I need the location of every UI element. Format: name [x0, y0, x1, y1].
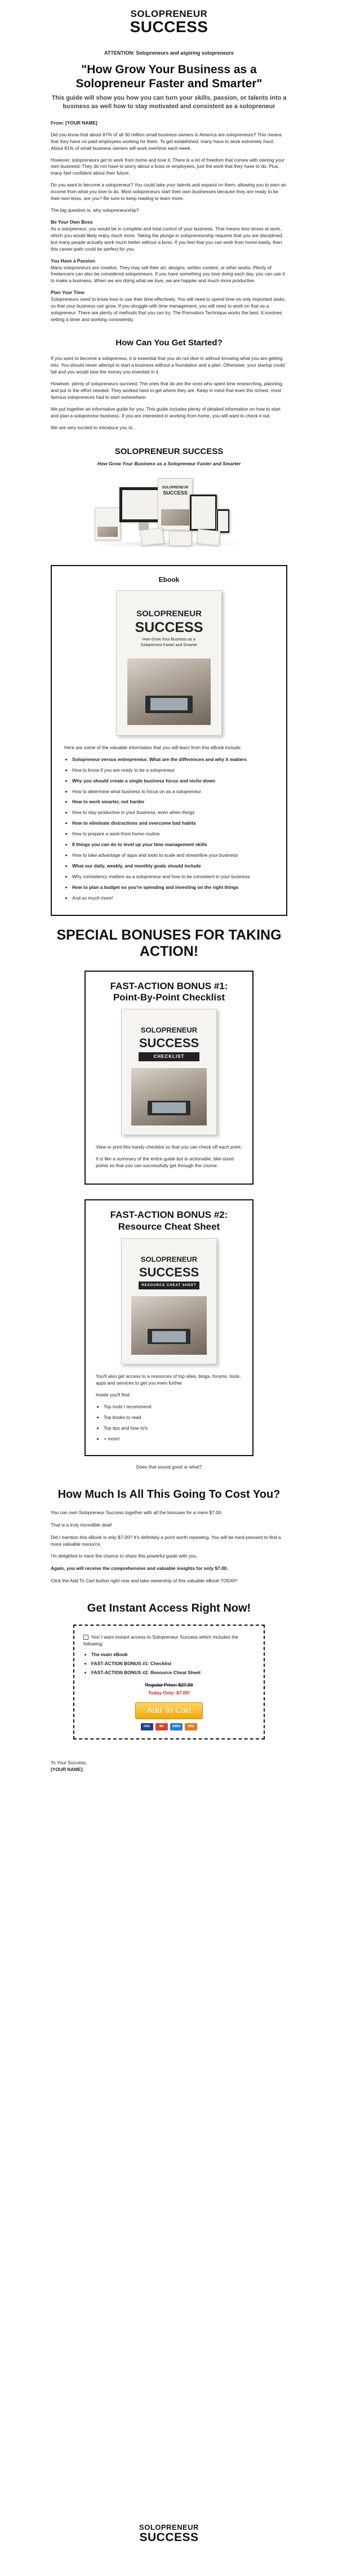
pricing-text: Did I mention this eBook is only $7.00? It's definitely a point worth repeating. You will be hard-pressed to find a more valuable resource.	[51, 1534, 281, 1547]
product-tagline: How Grow Your Business as a Solopreneur Faster and Smarter	[97, 460, 241, 466]
order-yes-text: Yes! I want instant access to Solopreneur Success which includes the following:	[83, 1634, 238, 1647]
special-bonuses-heading: SPECIAL BONUSES FOR TAKING ACTION!	[56, 927, 282, 960]
pricing-text: That is a truly incredible deal!	[51, 1521, 112, 1528]
point-text: Many solopreneurs are creative. They may sell their art, designs, written content, or other works. Plenty of freelancers can also be considered solopreneurs. If you have something you love doing each day, you can use it to make a business. When we are doing what we love, we are happier and much more productive.	[51, 264, 285, 284]
bonus-2-box	[84, 1199, 254, 1456]
ebook-box	[51, 565, 287, 916]
product-name: SOLOPRENEUR SUCCESS	[114, 447, 224, 457]
logo-line1: SOLOPRENEUR	[130, 8, 208, 19]
signoff	[0, 1760, 338, 1773]
signoff-line: To Your Success,	[51, 1760, 87, 1766]
list-item: • How to work smarter, not harder	[72, 799, 274, 806]
logo-line2: SUCCESS	[139, 2530, 199, 2544]
today-price: Today Only: $7.00!	[148, 1690, 190, 1696]
point-block	[51, 219, 287, 253]
order-heading: Get Instant Access Right Now!	[87, 1602, 251, 1615]
subheadline: This guide will show you how you can turn your skills, passion, or talents into a business as well how to stay motivated and consistent as a solopreneur	[51, 95, 287, 110]
pricing-text: You can own Solopreneur Success together with all the bonuses for a mere $7.00.	[51, 1509, 223, 1515]
bonus-1-title: FAST-ACTION BONUS #1: Point-By-Point Checklist	[110, 980, 228, 1003]
list-item: • + more!	[104, 1436, 242, 1443]
pricing-text: I'm delighted to have the chance to share this powerful guide with you.	[51, 1553, 198, 1559]
point-text: As a solopreneur, you would be in complete and total control of your business. That means less stress at work, which you would likely enjoy much more. Taking the plunge in solopreneurship requires that you are disciplined, but many people actually work much better without a boss. If you feel that you can work from home easily, then this career path could be perfect for you.	[51, 225, 283, 252]
ebook-intro: Here are some of the valuable information that you will learn from this eBook include:	[64, 744, 242, 750]
product-intro	[51, 446, 287, 548]
list-item: • 8 things you can do to level up your time management skills	[72, 842, 274, 848]
point-text: Solopreneurs need to know how to use their time effectively. You will need to spend time on only important tasks, so that your business can grow. If you struggle with time management, you will need to work on that as a solopreneur. There are plenty of methods that you can try. The Pomodoro Technique works the best. It involves setting a timer and working consistently.	[51, 296, 286, 322]
point-block	[51, 258, 287, 285]
attention-line: ATTENTION: Solopreneurs and aspiring solopreneurs	[104, 50, 234, 56]
list-item: • How to eliminate distractions and overcome bad habits	[72, 820, 274, 827]
bundle-book-image: SOLOPRENEUR SUCCESS	[158, 478, 193, 530]
order-yes-line	[83, 1634, 255, 1647]
list-item: • And so much more!	[72, 895, 274, 902]
bundle-card-image	[140, 528, 164, 546]
logo-line1: SOLOPRENEUR	[139, 2523, 199, 2531]
pricing-text: Again, you will receive the comprehensive and valuable insights for only $7.00.	[51, 1565, 228, 1572]
bonus-2-list	[96, 1404, 242, 1443]
list-item: • How to plan a budget so you're spending and investing on the right things	[72, 884, 274, 891]
regular-price: Regular Price: $27.00	[145, 1681, 193, 1688]
started-paragraph: However, plenty of solopreneurs succeed. The ones that do are the ones who spent time researching, planning, and put in the effort needed. They worked hard to get where they are. Keep in mind that even the richest, most famous solopreneurs had to start somewhere.	[51, 380, 283, 400]
discover-card-icon: DISC	[185, 1723, 197, 1730]
pricing-section	[51, 1510, 287, 1585]
bonus-1-text: View or print this handy checklist so that you can check off each point.	[96, 1144, 242, 1150]
list-item: • How to take advantage of apps and tools to scale and streamline your business	[72, 852, 274, 859]
visa-card-icon: VISA	[141, 1723, 153, 1730]
pricing-text: Click the Add To Cart button right now and take ownership of this valuable eBook TODAY!	[51, 1578, 238, 1584]
order-box	[73, 1625, 265, 1740]
bundle-phone-image	[216, 509, 230, 533]
list-item: • What our daily, weekly, and monthly goals should include	[72, 863, 274, 870]
started-paragraph: If you want to become a solopreneur, it is essential that you do not dive in without knowing what you are getting into. You should never attempt to start a business without a foundation and a plan. Otherwise, your startup could fail and you would lose the money you invested in it.	[51, 355, 285, 375]
list-item: • Solopreneur versus entrepreneur. What are the differences and why it matters	[72, 757, 274, 763]
get-started-heading: How Can You Get Started?	[115, 337, 223, 348]
add-to-cart-button[interactable]: Add To Cart	[135, 1702, 203, 1719]
bonus-outro: Does that sound good or what?	[136, 1464, 202, 1470]
list-item: • How to prepare a work-from-home routine	[72, 831, 274, 838]
point-block	[51, 290, 287, 323]
intro-paragraph: The big question is, why solopreneurship?	[51, 207, 139, 213]
list-item: • Top tips and how to's	[104, 1425, 242, 1432]
footer-logo	[0, 2524, 338, 2543]
order-includes-list	[83, 1652, 255, 1676]
list-item: • Top tools I recommend	[104, 1404, 242, 1411]
list-item: • FAST-ACTION BONUS #1: Checklist	[91, 1661, 255, 1667]
bundle-card-image	[197, 529, 220, 546]
bonus-1-box	[84, 971, 254, 1185]
cheat-sheet-cover-image: SOLOPRENEUR SUCCESS RESOURCE CHEAT SHEET	[121, 1238, 217, 1364]
ebook-cover-image: SOLOPRENEUR SUCCESS How Grow Your Business as a Solopreneur Faster and Smarter	[116, 590, 222, 736]
started-paragraph: We put together an informative guide for you. This guide includes plenty of detailed information on how to start and plan a solopreneur business. If you are interested in working from home, you will want to check it out.	[51, 406, 281, 419]
bundle-box-image	[95, 508, 121, 540]
bonus-2-title: FAST-ACTION BONUS #2: Resource Cheat Sheet	[110, 1209, 228, 1232]
list-item: • FAST-ACTION BONUS #2: Resource Cheat Sheet	[91, 1670, 255, 1676]
ebook-box-title: Ebook	[158, 575, 180, 584]
headline: "How Grow Your Business as a Solopreneur Faster and Smarter"	[75, 63, 263, 90]
point-title: Be Your Own Boss	[51, 219, 93, 225]
point-title: You Have a Passion	[51, 257, 95, 264]
list-item: • Why you should create a single business focus and niche down	[72, 778, 274, 785]
intro-paragraph: However, solopreneurs get to work from home and love it. There is a lot of freedom that comes with owning your own business! They do not have to worry about a boss or employees, just the work that they have to do. Plus, many feel confident about their future.	[51, 157, 285, 176]
main-content	[0, 50, 338, 548]
amex-card-icon: AMEX	[170, 1723, 183, 1730]
signoff-name: [YOUR NAME]	[51, 1767, 83, 1773]
mastercard-icon: MC	[155, 1723, 168, 1730]
bundle-card-image	[169, 531, 192, 546]
bonus-2-intro: You'll also get access to a resources of top sites, blogs, forums, tools, apps and services to get you even further	[96, 1373, 241, 1386]
order-checkbox[interactable]	[83, 1635, 88, 1640]
intro-paragraph: Did you know that about 87% of all 30 million small business owners in America are solopreneurs? This means that they have no paid employees working for them. To get established, many have to work extremely hard. About 81% of small business owners will work overtime each week.	[51, 131, 282, 151]
list-item: • Top books to read	[104, 1414, 242, 1421]
ebook-benefit-list	[64, 757, 274, 902]
point-title: Plan Your Time	[51, 290, 85, 296]
list-item: • Why consistency matters as a solopreneur and how to be consistent in your business	[72, 874, 274, 880]
checklist-cover-image: SOLOPRENEUR SUCCESS CHECKLIST	[121, 1009, 217, 1135]
payment-cards	[83, 1723, 255, 1730]
started-paragraph: We are very excited to introduce you to...	[51, 424, 137, 430]
list-item: • How to stay productive in your business, even when things	[72, 809, 274, 816]
intro-paragraph: Do you want to become a solopreneur? You could take your talents and expand on them, allowing you to earn an income from what you love to do. Most solopreneurs start their own businesses because they are ready to be their own boss, are you? Be sure to keep reading to learn more.	[51, 182, 287, 202]
list-item: • How to determine what business to focus on as a solopreneur	[72, 789, 274, 795]
product-bundle-image	[90, 475, 248, 548]
bonus-1-text: It is like a summary of the entire guide but in actionable, bite-sized points so that you can successfully get through the course.	[96, 1156, 234, 1169]
from-line: From: [YOUR NAME]	[51, 119, 97, 126]
list-item: • The main eBook	[91, 1652, 255, 1658]
logo-line2: SUCCESS	[130, 17, 208, 35]
header-logo	[0, 0, 338, 45]
bundle-tablet-image	[189, 494, 217, 531]
pricing-heading: How Much Is All This Going To Cost You?	[57, 1488, 281, 1501]
list-item: • How to know if you are ready to be a solopreneur	[72, 767, 274, 774]
bonus-2-inside: Inside you'll find:	[96, 1391, 131, 1398]
